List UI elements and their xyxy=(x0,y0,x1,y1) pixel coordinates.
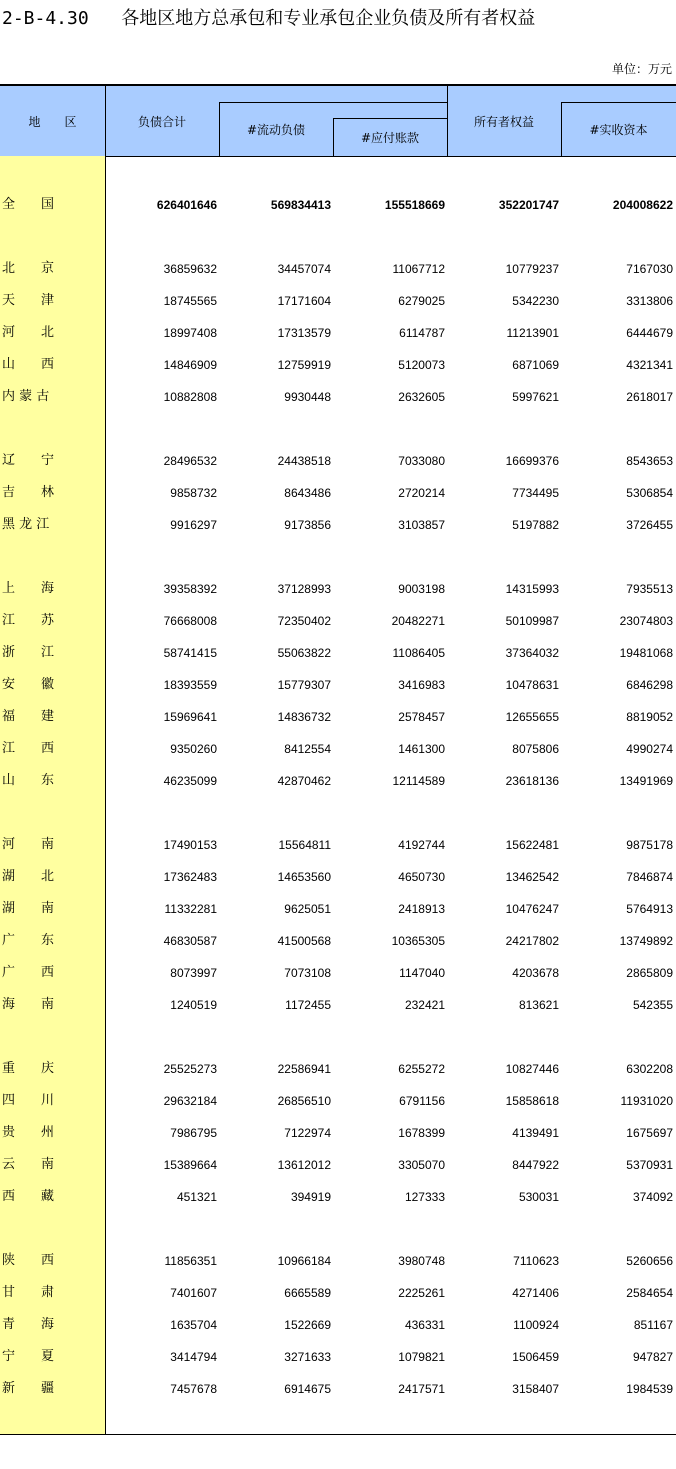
table-row xyxy=(0,611,676,631)
region-name: 青 海 xyxy=(2,1317,55,1332)
value-cell: 2578457 xyxy=(398,710,445,724)
value-cell: 10827446 xyxy=(505,1062,559,1076)
value-cell: 8643486 xyxy=(284,486,331,500)
value-cell: 4139491 xyxy=(512,1126,559,1140)
region-name: 甘 肃 xyxy=(2,1285,55,1300)
value-cell: 4203678 xyxy=(512,966,559,980)
value-cell: 6114787 xyxy=(399,326,445,340)
value-cell: 28496532 xyxy=(163,454,217,468)
value-cell: 23074803 xyxy=(619,614,673,628)
value-cell: 4321341 xyxy=(626,358,673,372)
value-cell: 5120073 xyxy=(398,358,445,372)
table-row xyxy=(0,643,676,663)
table-row xyxy=(0,1059,676,1079)
value-cell: 4990274 xyxy=(626,742,673,756)
region-name: 安 徽 xyxy=(2,677,55,692)
table-row xyxy=(0,1123,676,1143)
table-title xyxy=(2,4,535,34)
table-id: 2-B-4.30 xyxy=(2,8,89,29)
value-cell: 542355 xyxy=(632,998,673,1012)
value-cell: 1506459 xyxy=(512,1350,559,1364)
value-cell: 127333 xyxy=(404,1190,445,1204)
value-cell: 3271633 xyxy=(284,1350,331,1364)
value-cell: 3305070 xyxy=(398,1158,445,1172)
value-cell: 50109987 xyxy=(505,614,559,628)
region-name: 浙 江 xyxy=(2,645,55,660)
table-row xyxy=(0,995,676,1015)
value-cell: 15622481 xyxy=(505,838,559,852)
value-cell: 6255272 xyxy=(398,1062,445,1076)
value-cell: 6914675 xyxy=(284,1382,331,1396)
value-cell: 394919 xyxy=(290,1190,331,1204)
region-name: 贵 州 xyxy=(2,1125,55,1140)
table-row xyxy=(0,1379,676,1399)
region-name: 广 东 xyxy=(2,933,55,948)
header-accounts-payable: #应付账款 xyxy=(360,130,420,145)
table-row xyxy=(0,835,676,855)
value-cell: 7110623 xyxy=(513,1254,559,1268)
table-row xyxy=(0,515,676,535)
value-cell: 5370931 xyxy=(626,1158,673,1172)
value-cell: 58741415 xyxy=(163,646,217,660)
value-cell: 11332281 xyxy=(164,902,217,916)
value-cell: 3416983 xyxy=(398,678,445,692)
value-cell: 2584654 xyxy=(626,1286,673,1300)
value-cell: 41500568 xyxy=(277,934,331,948)
value-cell: 10882808 xyxy=(163,390,217,404)
region-name: 重 庆 xyxy=(2,1061,55,1076)
value-cell: 8543653 xyxy=(626,454,673,468)
region-name: 陕 西 xyxy=(2,1253,55,1268)
header-owners-equity: 所有者权益 xyxy=(473,114,534,129)
value-cell: 1172455 xyxy=(285,998,331,1012)
value-cell: 9858732 xyxy=(170,486,217,500)
table-row xyxy=(0,355,676,375)
value-cell: 2618017 xyxy=(626,390,673,404)
table-row xyxy=(0,1347,676,1367)
value-cell: 9173856 xyxy=(284,518,331,532)
value-cell: 451321 xyxy=(176,1190,217,1204)
region-name: 云 南 xyxy=(2,1157,55,1172)
value-cell: 352201747 xyxy=(498,198,559,212)
value-cell: 17362483 xyxy=(163,870,217,884)
region-name: 河 南 xyxy=(2,837,55,852)
header-region: 地 区 xyxy=(28,114,77,129)
value-cell: 17313579 xyxy=(277,326,331,340)
value-cell: 26856510 xyxy=(277,1094,331,1108)
table-row xyxy=(0,1187,676,1207)
value-cell: 13749892 xyxy=(619,934,673,948)
region-name: 河 北 xyxy=(2,325,55,340)
value-cell: 15389664 xyxy=(163,1158,217,1172)
value-cell: 18997408 xyxy=(163,326,217,340)
value-cell: 15564811 xyxy=(278,838,331,852)
region-name: 新 疆 xyxy=(2,1381,55,1396)
region-name: 北 京 xyxy=(2,261,55,276)
table-row xyxy=(0,1091,676,1111)
value-cell: 19481068 xyxy=(619,646,673,660)
value-cell: 14315993 xyxy=(505,582,559,596)
table-row xyxy=(0,259,676,279)
table-row xyxy=(0,483,676,503)
header-current-liabilities: #流动负债 xyxy=(246,122,306,137)
region-name: 山 西 xyxy=(2,357,55,372)
value-cell: 34457074 xyxy=(277,262,331,276)
value-cell: 5764913 xyxy=(626,902,673,916)
value-cell: 11213901 xyxy=(506,326,559,340)
value-cell: 11067712 xyxy=(392,262,445,276)
value-cell: 1522669 xyxy=(284,1318,331,1332)
table-name: 各地区地方总承包和专业承包企业负债及所有者权益 xyxy=(121,8,536,29)
value-cell: 10476247 xyxy=(505,902,559,916)
value-cell: 2418913 xyxy=(398,902,445,916)
value-cell: 3103857 xyxy=(398,518,445,532)
value-cell: 8447922 xyxy=(512,1158,559,1172)
value-cell: 17490153 xyxy=(163,838,217,852)
value-cell: 436331 xyxy=(404,1318,445,1332)
table-bottom-rule xyxy=(0,1434,676,1435)
value-cell: 13491969 xyxy=(619,774,673,788)
table-row xyxy=(0,675,676,695)
region-name: 黑 龙 江 xyxy=(2,517,50,532)
region-name: 广 西 xyxy=(2,965,55,980)
value-cell: 15858618 xyxy=(505,1094,559,1108)
value-cell: 37364032 xyxy=(505,646,559,660)
value-cell: 8075806 xyxy=(512,742,559,756)
table-row xyxy=(0,579,676,599)
table-row xyxy=(0,771,676,791)
unit-label: 单位：万元 xyxy=(611,62,672,76)
value-cell: 8412554 xyxy=(284,742,331,756)
value-cell: 2632605 xyxy=(398,390,445,404)
header-total-liabilities: 负债合计 xyxy=(137,114,186,129)
value-cell: 11086405 xyxy=(392,646,445,660)
region-name: 内 蒙 古 xyxy=(2,389,50,404)
value-cell: 6846298 xyxy=(626,678,673,692)
value-cell: 6665589 xyxy=(284,1286,331,1300)
value-cell: 37128993 xyxy=(277,582,331,596)
table-row xyxy=(0,323,676,343)
value-cell: 4271406 xyxy=(512,1286,559,1300)
region-name: 山 东 xyxy=(2,773,55,788)
value-cell: 7935513 xyxy=(626,582,673,596)
value-cell: 3414794 xyxy=(170,1350,217,1364)
value-cell: 5260656 xyxy=(626,1254,673,1268)
value-cell: 3158407 xyxy=(512,1382,559,1396)
value-cell: 155518669 xyxy=(384,198,445,212)
value-cell: 8819052 xyxy=(626,710,673,724)
value-cell: 7846874 xyxy=(626,870,673,884)
value-cell: 4192744 xyxy=(398,838,445,852)
value-cell: 55063822 xyxy=(277,646,331,660)
table-row xyxy=(0,1283,676,1303)
value-cell: 76668008 xyxy=(163,614,217,628)
value-cell: 18393559 xyxy=(163,678,217,692)
table-row xyxy=(0,291,676,311)
value-cell: 626401646 xyxy=(156,198,217,212)
value-cell: 24438518 xyxy=(277,454,331,468)
value-cell: 22586941 xyxy=(277,1062,331,1076)
value-cell: 6871069 xyxy=(512,358,559,372)
value-cell: 813621 xyxy=(518,998,559,1012)
table-row xyxy=(0,963,676,983)
value-cell: 7986795 xyxy=(170,1126,217,1140)
table-row xyxy=(0,1155,676,1175)
value-cell: 2225261 xyxy=(398,1286,445,1300)
region-name: 江 苏 xyxy=(2,613,55,628)
value-cell: 2865809 xyxy=(626,966,673,980)
value-cell: 8073997 xyxy=(170,966,217,980)
value-cell: 3726455 xyxy=(626,518,673,532)
value-cell: 46830587 xyxy=(163,934,217,948)
value-cell: 9875178 xyxy=(626,838,673,852)
value-cell: 9625051 xyxy=(284,902,331,916)
value-cell: 29632184 xyxy=(163,1094,217,1108)
value-cell: 1079821 xyxy=(398,1350,445,1364)
value-cell: 6791156 xyxy=(399,1094,445,1108)
value-cell: 7457678 xyxy=(170,1382,217,1396)
value-cell: 46235099 xyxy=(163,774,217,788)
region-name: 辽 宁 xyxy=(2,453,55,468)
value-cell: 23618136 xyxy=(505,774,559,788)
value-cell: 947827 xyxy=(632,1350,673,1364)
table-row xyxy=(0,931,676,951)
value-cell: 9003198 xyxy=(398,582,445,596)
value-cell: 15779307 xyxy=(277,678,331,692)
table-row xyxy=(0,451,676,471)
value-cell: 14653560 xyxy=(277,870,331,884)
value-cell: 24217802 xyxy=(505,934,559,948)
region-name: 湖 南 xyxy=(2,901,55,916)
value-cell: 9930448 xyxy=(284,390,331,404)
value-cell: 72350402 xyxy=(277,614,331,628)
value-cell: 42870462 xyxy=(277,774,331,788)
value-cell: 20482271 xyxy=(391,614,445,628)
region-name: 福 建 xyxy=(2,709,55,724)
region-name: 海 南 xyxy=(2,997,55,1012)
value-cell: 10365305 xyxy=(391,934,445,948)
value-cell: 11931020 xyxy=(620,1094,673,1108)
value-cell: 2417571 xyxy=(398,1382,445,1396)
value-cell: 6302208 xyxy=(626,1062,673,1076)
value-cell: 12114589 xyxy=(392,774,445,788)
value-cell: 17171604 xyxy=(277,294,331,308)
value-cell: 10966184 xyxy=(277,1254,331,1268)
region-column xyxy=(0,156,105,1434)
value-cell: 569834413 xyxy=(270,198,331,212)
value-cell: 530031 xyxy=(518,1190,559,1204)
value-cell: 1240519 xyxy=(170,998,217,1012)
value-cell: 39358392 xyxy=(163,582,217,596)
value-cell: 7122974 xyxy=(284,1126,331,1140)
value-cell: 3980748 xyxy=(398,1254,445,1268)
table-row xyxy=(0,1315,676,1335)
value-cell: 1675697 xyxy=(626,1126,673,1140)
value-cell: 1984539 xyxy=(626,1382,673,1396)
value-cell: 25525273 xyxy=(163,1062,217,1076)
value-cell: 10779237 xyxy=(505,262,559,276)
value-cell: 1147040 xyxy=(399,966,445,980)
value-cell: 16699376 xyxy=(505,454,559,468)
value-cell: 7073108 xyxy=(284,966,331,980)
value-cell: 9350260 xyxy=(170,742,217,756)
value-cell: 374092 xyxy=(632,1190,673,1204)
table-row xyxy=(0,387,676,407)
table-row xyxy=(0,739,676,759)
region-name: 西 藏 xyxy=(2,1189,55,1204)
value-cell: 5997621 xyxy=(512,390,559,404)
value-cell: 851167 xyxy=(633,1318,673,1332)
value-cell: 11856351 xyxy=(164,1254,217,1268)
value-cell: 7734495 xyxy=(512,486,559,500)
value-cell: 6444679 xyxy=(626,326,673,340)
value-cell: 13612012 xyxy=(277,1158,331,1172)
table-row xyxy=(0,899,676,919)
region-name: 江 西 xyxy=(2,741,55,756)
region-name: 天 津 xyxy=(2,293,55,308)
region-name: 湖 北 xyxy=(2,869,55,884)
value-cell: 14836732 xyxy=(277,710,331,724)
region-name: 上 海 xyxy=(2,581,55,596)
region-name: 吉 林 xyxy=(2,485,55,500)
value-cell: 36859632 xyxy=(163,262,217,276)
value-cell: 6279025 xyxy=(398,294,445,308)
value-cell: 15969641 xyxy=(163,710,217,724)
region-column-border xyxy=(105,156,106,1434)
value-cell: 1100924 xyxy=(513,1318,559,1332)
value-cell: 7033080 xyxy=(398,454,445,468)
value-cell: 5342230 xyxy=(512,294,559,308)
value-cell: 204008622 xyxy=(612,198,673,212)
value-cell: 232421 xyxy=(404,998,445,1012)
region-name: 宁 夏 xyxy=(2,1349,55,1364)
region-name: 全 国 xyxy=(2,197,55,212)
value-cell: 1635704 xyxy=(170,1318,217,1332)
value-cell: 10478631 xyxy=(505,678,559,692)
value-cell: 1678399 xyxy=(398,1126,445,1140)
table-row xyxy=(0,707,676,727)
value-cell: 13462542 xyxy=(505,870,559,884)
table-row xyxy=(0,867,676,887)
header-paid-in-capital: #实收资本 xyxy=(589,122,648,137)
value-cell: 5197882 xyxy=(512,518,559,532)
value-cell: 14846909 xyxy=(163,358,217,372)
value-cell: 7167030 xyxy=(626,262,673,276)
value-cell: 1461300 xyxy=(398,742,445,756)
value-cell: 2720214 xyxy=(398,486,445,500)
value-cell: 12759919 xyxy=(277,358,331,372)
value-cell: 9916297 xyxy=(170,518,217,532)
value-cell: 12655655 xyxy=(505,710,559,724)
value-cell: 18745565 xyxy=(163,294,217,308)
value-cell: 4650730 xyxy=(398,870,445,884)
region-name: 四 川 xyxy=(2,1093,55,1108)
value-cell: 7401607 xyxy=(170,1286,217,1300)
table-row xyxy=(0,1251,676,1271)
value-cell: 5306854 xyxy=(626,486,673,500)
total-row xyxy=(0,195,676,215)
value-cell: 3313806 xyxy=(626,294,673,308)
